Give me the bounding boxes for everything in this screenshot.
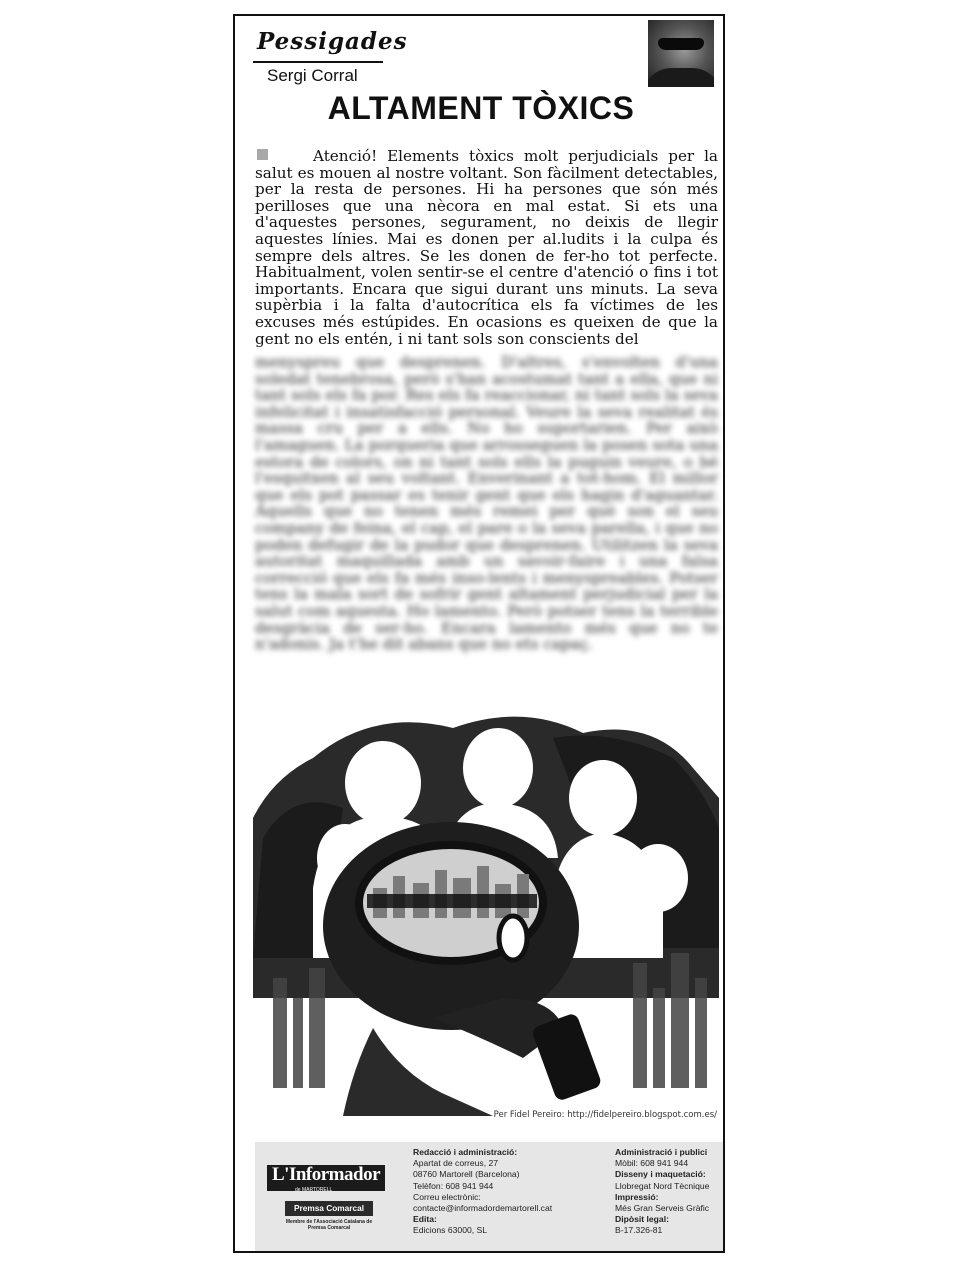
author-name: Sergi Corral (267, 66, 358, 85)
edita-value: Edicions 63000, SL (413, 1225, 488, 1236)
address-line-1: Apartat de correus, 27 (413, 1158, 499, 1169)
illustration-credit: Per Fidel Pereiro: http://fidelpereiro.blogspot.com.es/ (493, 1110, 717, 1120)
article-headline: ALTAMENT TÒXICS (327, 90, 635, 126)
section-tag: Pessigades (257, 28, 408, 55)
newspaper-logo: L'Informador (267, 1165, 385, 1191)
masthead-footer (255, 1142, 725, 1253)
mobile-line: Mòbil: 608 941 944 (615, 1158, 689, 1169)
shoulder-shape (648, 68, 714, 87)
address-line-2: 08760 Martorell (Barcelona) (413, 1169, 520, 1180)
section-rule (253, 61, 383, 63)
email-link[interactable]: contacte@informadordemartorell.cat (413, 1203, 553, 1214)
gas-mask-illustration (253, 698, 719, 1116)
print-value: Més Gran Serveis Gràfic (615, 1203, 710, 1214)
footer-column-administracio (615, 1147, 709, 1237)
legal-label: Dipòsit legal: (615, 1214, 669, 1225)
design-value: Llobregat Nord Tècnique (615, 1180, 710, 1191)
email-label: Correu electrònic: (413, 1191, 481, 1202)
logo-subtitle: de MARTORELL (295, 1187, 333, 1193)
article-body (255, 148, 718, 347)
design-label: Disseny i maquetació: (615, 1169, 706, 1180)
author-photo (648, 20, 714, 87)
legal-value: B-17.326-81 (615, 1225, 663, 1236)
footer-column-redaccio (413, 1147, 552, 1237)
edita-label: Edita: (413, 1214, 437, 1225)
administracio-heading: Administració i publici (615, 1147, 708, 1157)
blurred-text-block: menyspreu que desprenen. D'altres, s'envolten d'una soledat tenebrosa, però s'han acostumat tant a ella, que ni tant sols els fa por. Res els fa reaccionar, ni tant sols la seva infelicitat i insatisfacció personal. Veure la seva realitat és massa cru per a ells. No ho suportarien. Per això l'amaguen. La porqueria que arrosseguen la posen sota una estora de colors, on ni tant sols ells la puguin veure, o bé l'esquitxen al seu voltant. Enverinant a tot-hom. El millor que els pot passar es tenir gent que els hagin d'aguantar. Aquells que no tenen més remei per què son el seu company de feina, el cap, el pare o la seva parella, i que no poden defugir de la pudor que desprenen. Utilitzen la seva autoritat maquillada amb un savoir-faire i una falsa correcció que els fa més inso-lents i menyspreables. Potser tens la mala sort de sofrir gent altament perjudicial per la salut com aquesta. Ho lamento. Però potser tens la terrible desgràcia de ser-ho. Encara lamento més que no te n'adonis. Ja t'he dit abans que no ets capaç. (255, 353, 718, 654)
premsa-comarcal-badge: Premsa Comarcal (285, 1201, 373, 1216)
phone-line: Telèfon: 608 941 944 (413, 1180, 494, 1191)
redaccio-heading: Redacció i administració: (413, 1147, 518, 1157)
sunglasses-shape (658, 38, 704, 50)
article-paragraph: Atenció! Elements tòxics molt perjudicials per la salut es mouen al nostre voltant. Son fàcilment detectables, per la resta de persones. Hi ha persones que són més perilloses que una nècora en mal estat. Si ets una d'aquestes persones, segurament, no deixis de llegir aquestes línies. Mai es donen per al.ludits i la culpa és sempre dels altres. Se les donen de fer-ho tot perfecte. Habitualment, volen sentir-se el centre d'atenció o fins i tot importants. Encara que sigui durant uns minuts. La seva supèrbia i la falta d'autocrítica els fa víctimes de les excuses més estúpides. En ocasions es queixen de que la gent no els entén, i ni tant sols son conscients del (255, 147, 718, 348)
newspaper-page (233, 14, 725, 1253)
print-label: Impressió: (615, 1191, 659, 1202)
association-note: Membre de l'Associació Catalana de Premsa Comarcal (285, 1219, 373, 1231)
